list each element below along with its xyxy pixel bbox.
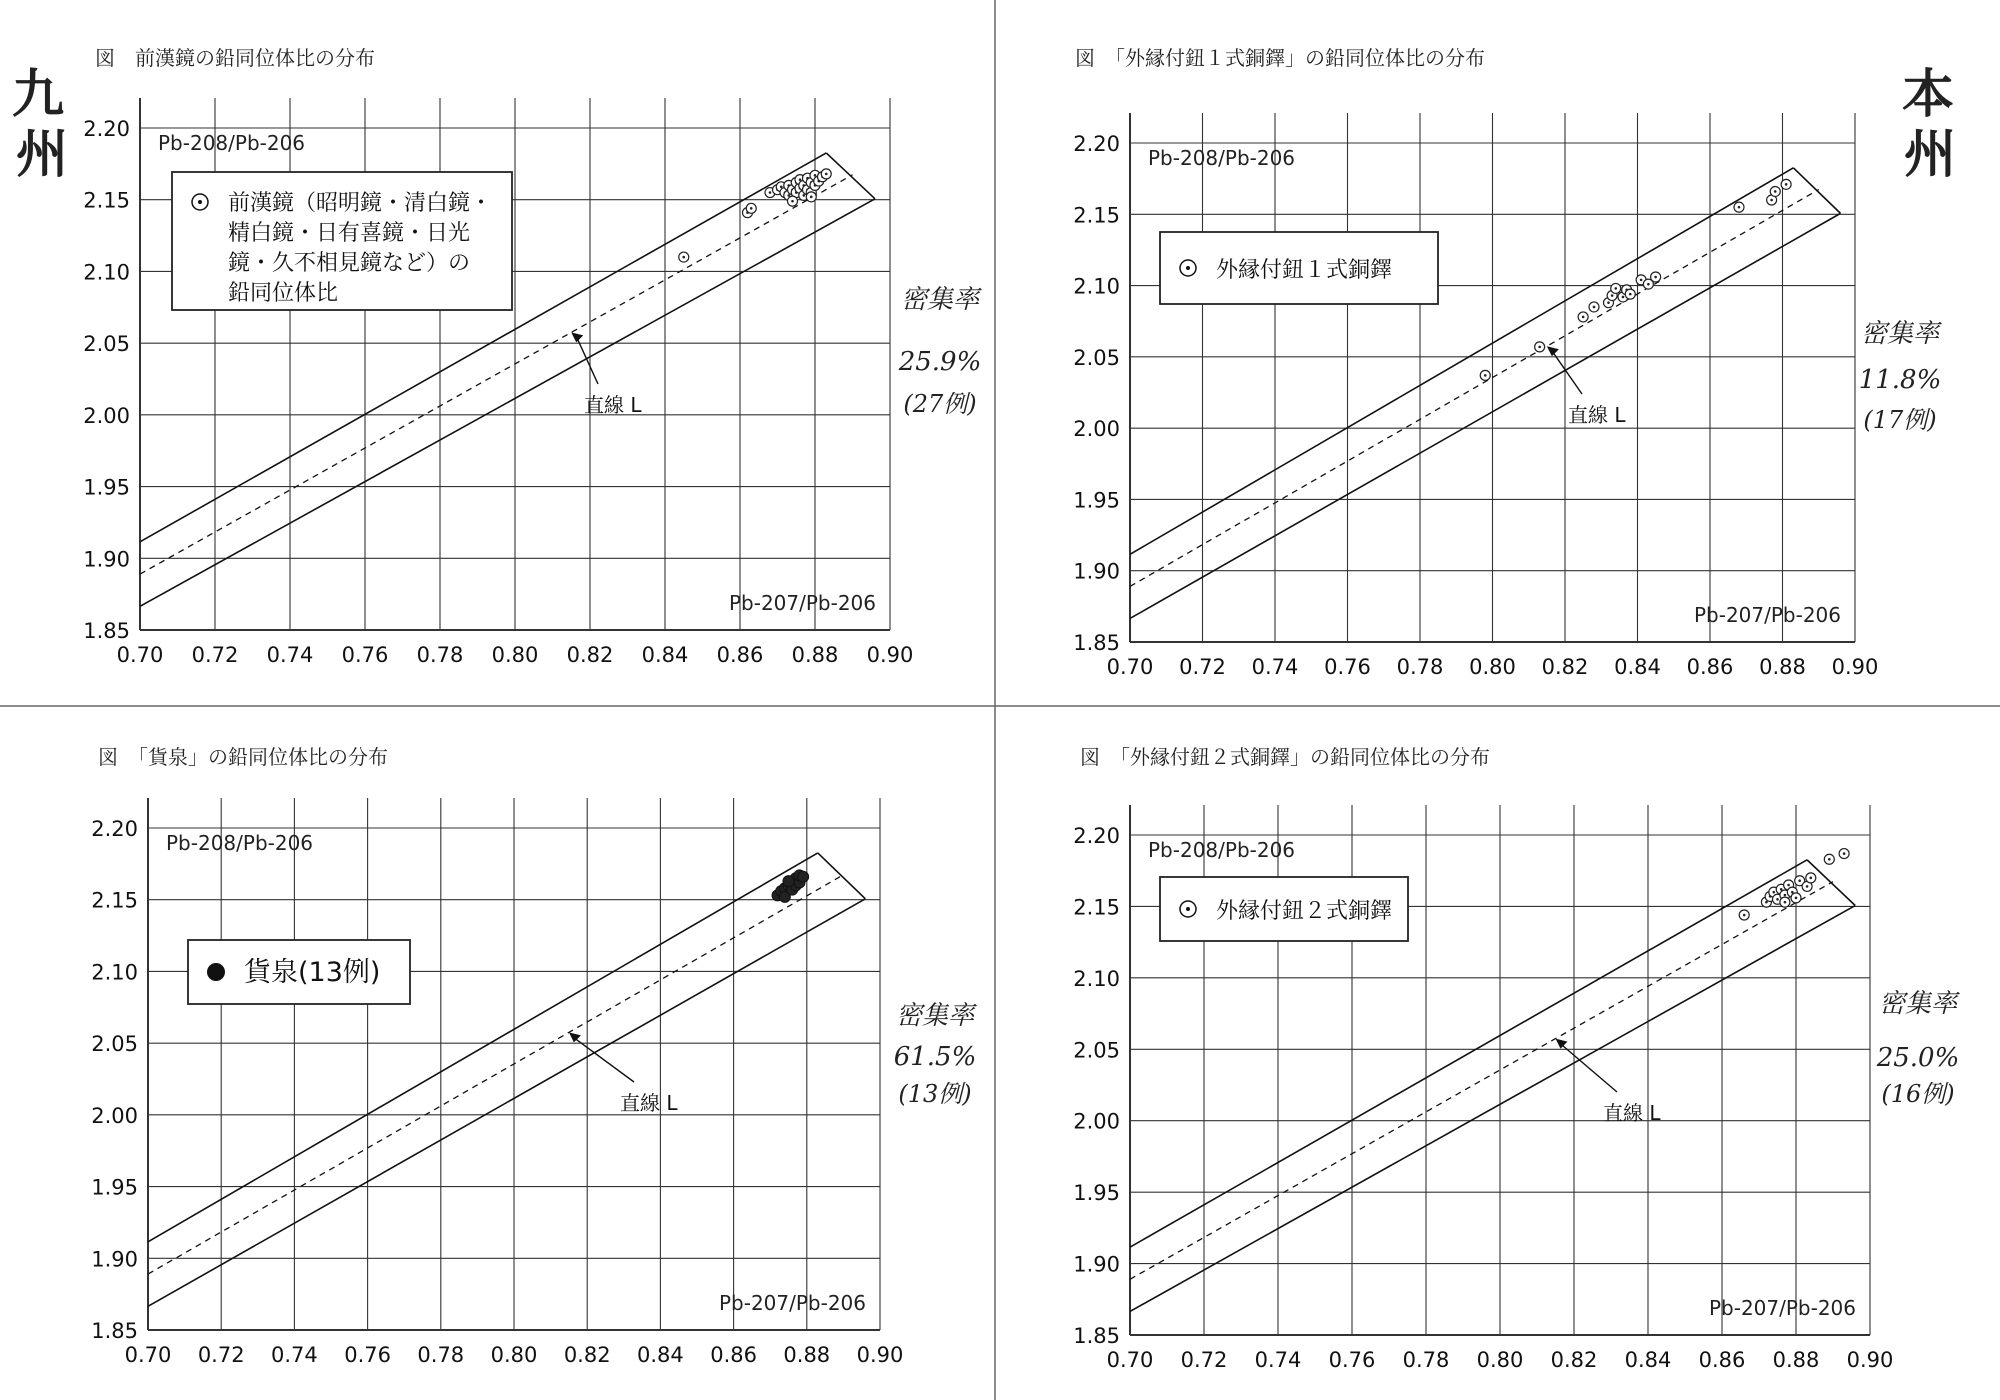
data-point-dot: [1611, 294, 1614, 297]
x-tick-label: 0.88: [783, 1343, 831, 1367]
points: [679, 169, 832, 262]
x-tick-label: 0.84: [641, 643, 689, 667]
y-tick-label: 1.90: [1073, 1252, 1120, 1277]
x-axis-label: Pb-207/Pb-206: [718, 1291, 866, 1315]
data-point-dot: [1798, 879, 1801, 882]
line-L-arrowhead: [571, 332, 583, 342]
y-tick-label: 1.95: [91, 1175, 138, 1200]
x-tick-label: 0.80: [1476, 1348, 1524, 1372]
density-note-line: 密集率: [1878, 989, 1958, 1019]
y-tick-label: 1.85: [1073, 1324, 1120, 1348]
y-tick-label: 2.20: [1073, 132, 1120, 156]
data-point-dot: [787, 194, 790, 197]
side-label-right-char-2: 州: [1903, 124, 1957, 185]
x-axis-label: Pb-207/Pb-206: [1693, 603, 1841, 627]
y-tick-label: 2.20: [83, 117, 130, 141]
legend-label: 外縁付鈕２式銅鐸: [1216, 899, 1393, 924]
x-tick-label: 0.74: [271, 1343, 318, 1367]
legend: [172, 172, 512, 310]
legend-label: 外縁付鈕１式銅鐸: [1216, 258, 1393, 283]
x-tick-label: 0.86: [1686, 655, 1734, 679]
y-tick-label: 2.05: [83, 332, 130, 357]
x-tick-label: 0.80: [491, 643, 539, 667]
data-point-dot: [1784, 901, 1787, 904]
y-tick-label: 1.95: [1073, 1181, 1120, 1206]
data-point-dot: [1770, 199, 1773, 202]
data-point-dot: [1810, 877, 1813, 880]
data-point-dot: [780, 186, 783, 189]
density-note-line: (16例): [1881, 1080, 1955, 1108]
line-L-arrow: [575, 1038, 634, 1082]
y-tick-label: 1.90: [83, 547, 130, 572]
legend-label: 鉛同位体比: [228, 281, 339, 306]
data-point-dot: [1785, 183, 1788, 186]
x-tick-label: 0.90: [856, 1343, 904, 1367]
legend-label: 貨泉(13例): [244, 957, 381, 988]
data-point-dot: [750, 207, 753, 210]
data-point: [783, 876, 794, 887]
line-L-arrow: [577, 338, 598, 384]
chart-title: 図 「外縁付鈕１式銅鐸」の鉛同位体比の分布: [1075, 46, 1485, 70]
x-tick-label: 0.84: [637, 1343, 684, 1367]
y-axis-label: Pb-208/Pb-206: [158, 131, 306, 155]
data-point-dot: [799, 178, 802, 181]
legend: [188, 940, 410, 1004]
y-tick-label: 2.00: [91, 1103, 138, 1128]
data-point-dot: [802, 194, 805, 197]
line-L-arrow: [1553, 352, 1582, 394]
line-L-label: 直線 L: [584, 393, 642, 417]
y-tick-label: 1.85: [1073, 631, 1120, 655]
chart-2: [1073, 46, 1942, 679]
data-point-dot: [1607, 301, 1610, 304]
x-tick-label: 0.76: [1328, 1348, 1376, 1372]
data-point-dot: [1654, 276, 1657, 279]
data-point-dot: [1582, 316, 1585, 319]
data-point-dot: [1640, 279, 1643, 282]
x-axis-label: Pb-207/Pb-206: [728, 591, 876, 615]
data-point-dot: [1647, 283, 1650, 286]
y-tick-label: 2.10: [83, 260, 130, 285]
data-point-dot: [1738, 206, 1741, 209]
x-tick-label: 0.74: [266, 643, 314, 667]
x-tick-label: 0.86: [716, 643, 764, 667]
y-tick-label: 2.10: [1073, 274, 1120, 299]
x-tick-label: 0.72: [191, 643, 239, 667]
data-point-dot: [682, 256, 685, 259]
data-point-dot: [825, 173, 828, 176]
line-L-arrow: [1562, 1045, 1618, 1092]
x-tick-label: 0.84: [1624, 1348, 1672, 1372]
data-point-dot: [1843, 852, 1846, 855]
x-tick-label: 0.90: [1846, 1348, 1894, 1372]
x-tick-label: 0.76: [344, 1343, 391, 1367]
line-L-label: 直線 L: [620, 1091, 678, 1115]
x-tick-label: 0.86: [710, 1343, 757, 1367]
density-note: [1859, 319, 1942, 434]
legend-marker-dot: [1186, 907, 1190, 911]
density-note-line: (27例): [903, 390, 977, 418]
y-tick-label: 1.95: [83, 475, 130, 500]
chart-1: [83, 46, 982, 667]
x-tick-label: 0.74: [1251, 655, 1299, 679]
side-label-left-char-1: 九: [11, 64, 65, 125]
chart-3: [91, 745, 977, 1367]
side-label-left-char-2: 州: [15, 124, 69, 185]
density-note-line: 25.9%: [898, 347, 982, 377]
y-tick-label: 2.05: [91, 1032, 138, 1057]
legend-label: 前漢鏡（昭明鏡・清白鏡・: [228, 191, 493, 216]
x-tick-label: 0.70: [124, 1343, 172, 1367]
x-tick-label: 0.88: [1772, 1348, 1820, 1372]
band: [148, 853, 865, 1306]
legend-label: 鏡・久不相見鏡など）の: [228, 251, 471, 276]
x-tick-label: 0.72: [1179, 655, 1226, 679]
density-note-line: 密集率: [900, 285, 980, 315]
line-L-label: 直線 L: [1568, 403, 1626, 427]
density-note-line: (13例): [898, 1080, 972, 1108]
y-tick-label: 2.15: [1073, 895, 1120, 920]
density-note: [898, 285, 982, 418]
x-tick-label: 0.82: [1541, 655, 1589, 679]
x-tick-label: 0.80: [1469, 655, 1516, 679]
side-label-right: [1902, 64, 1956, 185]
chart-title: 図 「外縁付鈕２式銅鐸」の鉛同位体比の分布: [1080, 745, 1490, 769]
x-tick-label: 0.72: [197, 1343, 245, 1367]
x-tick-label: 0.72: [1180, 1348, 1228, 1372]
density-note-line: 61.5%: [893, 1042, 977, 1072]
points: [1480, 179, 1791, 380]
y-axis-label: Pb-208/Pb-206: [1148, 838, 1296, 862]
x-tick-label: 0.90: [1831, 655, 1879, 679]
data-point-dot: [1538, 346, 1541, 349]
chart-4: [1073, 745, 1960, 1372]
x-tick-label: 0.82: [1550, 1348, 1598, 1372]
side-label-left: [12, 64, 68, 185]
density-note: [1876, 989, 1960, 1108]
x-tick-label: 0.88: [791, 643, 839, 667]
x-tick-label: 0.70: [116, 643, 164, 667]
y-tick-label: 1.85: [91, 1319, 138, 1343]
data-point-dot: [1806, 885, 1809, 888]
data-point-dot: [1593, 306, 1596, 309]
density-note-line: 密集率: [895, 1001, 975, 1031]
x-tick-label: 0.76: [1324, 655, 1371, 679]
density-note: [894, 1001, 977, 1108]
x-tick-label: 0.88: [1759, 655, 1806, 679]
x-tick-label: 0.78: [1396, 655, 1444, 679]
density-note-line: 密集率: [1860, 319, 1940, 349]
legend: [1160, 232, 1438, 304]
legend: [1160, 877, 1408, 941]
y-tick-label: 2.00: [83, 403, 130, 428]
x-axis-label: Pb-207/Pb-206: [1708, 1296, 1856, 1320]
data-point-dot: [810, 196, 813, 199]
data-point-dot: [1774, 190, 1777, 193]
y-tick-label: 2.05: [1073, 1038, 1120, 1063]
data-point-dot: [1795, 897, 1798, 900]
data-point: [798, 871, 809, 882]
x-tick-label: 0.80: [490, 1343, 538, 1367]
y-tick-label: 2.10: [1073, 966, 1120, 991]
data-point-dot: [1776, 898, 1779, 901]
x-tick-label: 0.70: [1106, 1348, 1154, 1372]
data-point-dot: [1828, 858, 1831, 861]
band-upper-line: [148, 853, 818, 1242]
density-note-line: 11.8%: [1858, 365, 1942, 395]
density-note-line: (17例): [1863, 406, 1937, 434]
y-tick-label: 2.05: [1073, 345, 1120, 370]
y-axis-label: Pb-208/Pb-206: [1148, 146, 1296, 170]
side-label-right-char-1: 本: [1901, 64, 1955, 125]
data-point-dot: [1614, 287, 1617, 290]
y-tick-label: 2.15: [83, 188, 130, 213]
band-lower-line: [1130, 906, 1855, 1312]
y-tick-label: 2.20: [1073, 824, 1120, 848]
x-tick-label: 0.82: [563, 1343, 611, 1367]
y-tick-label: 2.15: [91, 888, 138, 913]
band-upper-line: [1130, 168, 1793, 555]
data-point-dot: [1743, 914, 1746, 917]
data-point-dot: [814, 174, 817, 177]
y-tick-label: 1.85: [83, 619, 130, 643]
data-point-dot: [1787, 884, 1790, 887]
data-point-dot: [1784, 894, 1787, 897]
x-tick-label: 0.90: [866, 643, 914, 667]
x-tick-label: 0.78: [416, 643, 464, 667]
y-axis-label: Pb-208/Pb-206: [166, 831, 314, 855]
chart-title: 図 「貨泉」の鉛同位体比の分布: [98, 745, 388, 769]
chart-title: 図 前漢鏡の鉛同位体比の分布: [95, 46, 375, 70]
x-tick-label: 0.86: [1698, 1348, 1746, 1372]
legend-marker-dot: [1186, 266, 1190, 270]
legend-marker: [207, 963, 225, 981]
line-L-arrowhead: [1556, 1039, 1568, 1049]
points: [772, 870, 809, 903]
data-point-dot: [1484, 374, 1487, 377]
data-point-dot: [791, 200, 794, 203]
y-tick-label: 2.00: [1073, 1109, 1120, 1134]
x-tick-label: 0.78: [417, 1343, 465, 1367]
x-tick-label: 0.74: [1254, 1348, 1302, 1372]
x-tick-label: 0.70: [1106, 655, 1154, 679]
data-point-dot: [1622, 296, 1625, 299]
line-L-label: 直線 L: [1603, 1101, 1661, 1125]
data-point-dot: [769, 191, 772, 194]
y-tick-label: 1.90: [91, 1247, 138, 1272]
y-tick-label: 2.20: [91, 817, 138, 841]
y-tick-label: 1.90: [1073, 559, 1120, 584]
x-tick-label: 0.84: [1614, 655, 1661, 679]
line-L-arrowhead: [1547, 346, 1559, 356]
data-point-dot: [1773, 891, 1776, 894]
y-tick-label: 2.00: [1073, 417, 1120, 442]
line-L: [148, 875, 843, 1274]
legend-marker-dot: [198, 200, 202, 204]
data-point-dot: [1629, 293, 1632, 296]
x-tick-label: 0.78: [1402, 1348, 1450, 1372]
band-end-cap: [818, 853, 866, 899]
y-tick-label: 2.15: [1073, 203, 1120, 228]
x-tick-label: 0.82: [566, 643, 614, 667]
y-tick-label: 2.10: [91, 960, 138, 985]
x-tick-label: 0.76: [341, 643, 389, 667]
density-note-line: 25.0%: [1876, 1043, 1960, 1073]
y-tick-label: 1.95: [1073, 488, 1120, 513]
legend-label: 精白鏡・日有喜鏡・日光: [228, 221, 471, 246]
